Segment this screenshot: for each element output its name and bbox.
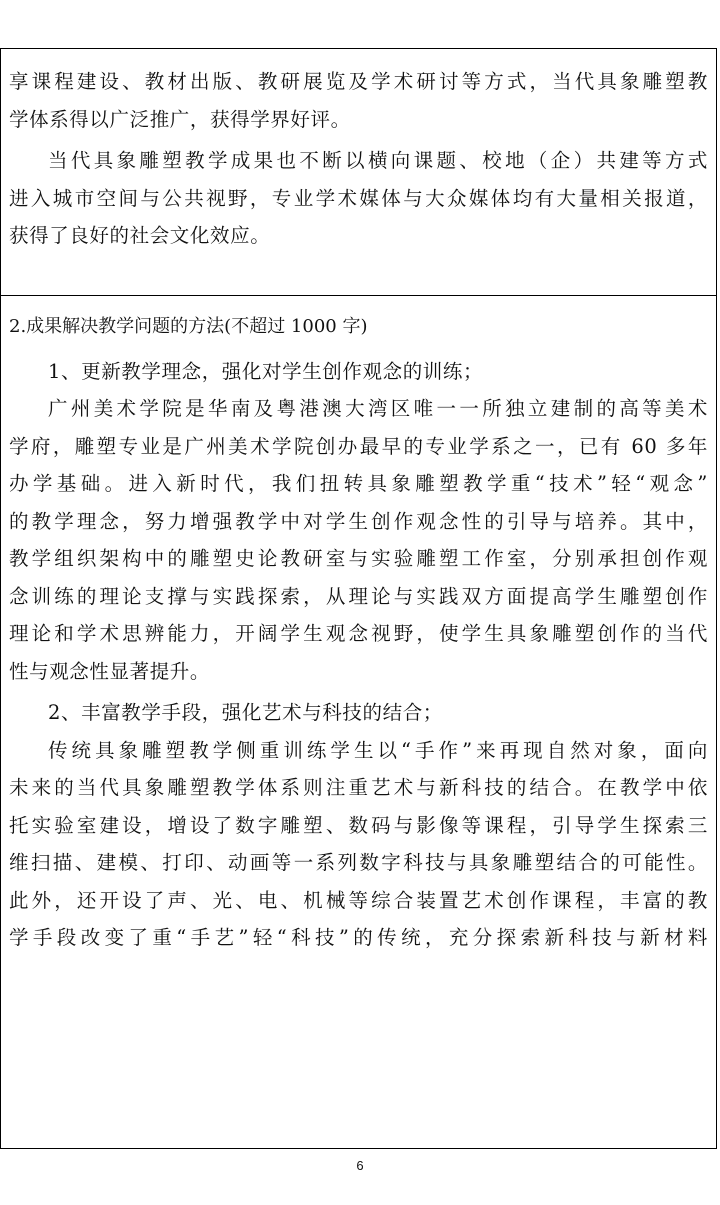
text-line: 广州美术学院是华南及粤港澳大湾区唯一一所独立建制的高等美术 xyxy=(48,397,708,420)
text-line: 获得了良好的社会文化效应。 xyxy=(9,224,271,247)
page-number: 6 xyxy=(356,1158,364,1173)
text-line: 传统具象雕塑教学侧重训练学生以“手作”来再现自然对象，面向 xyxy=(48,738,708,762)
text-line: 的教学理念，努力增强教学中对学生创作观念性的引导与培养。其中， xyxy=(9,509,708,533)
text-line: 学府，雕塑专业是广州美术学院创办最早的专业学系之一，已有 60 多年 xyxy=(9,434,708,458)
text-line: 办学基础。进入新时代，我们扭转具象雕塑教学重“技术”轻“观念” xyxy=(9,472,708,495)
text-line: 学体系得以广泛推广，获得学界好评。 xyxy=(9,107,351,131)
text-line: 进入城市空间与公共视野，专业学术媒体与大众媒体均有大量相关报道， xyxy=(9,186,708,210)
text-line: 性与观念性显著提升。 xyxy=(9,659,211,683)
paragraph-teaching-concept xyxy=(9,390,708,690)
subsection-title-2: 2、丰富教学手段，强化艺术与科技的结合； xyxy=(48,701,443,724)
subsection-title-1: 1、更新教学理念，强化对学生创作观念的训练； xyxy=(48,359,484,383)
text-line: 维扫描、建模、打印、动画等一系列数字科技与具象雕塑结合的可能性。 xyxy=(9,851,708,874)
text-line: 念训练的理论支撑与实践探索，从理论与实践双方面提高学生雕塑创作 xyxy=(9,584,708,608)
table-cell-continuation xyxy=(1,49,716,295)
text-line: 未来的当代具象雕塑教学体系则注重艺术与新科技的结合。在教学中依 xyxy=(9,776,708,799)
section-heading: 2.成果解决教学问题的方法(不超过 1000 字) xyxy=(9,316,368,337)
text-line: 托实验室建设，增设了数字雕塑、数码与影像等课程，引导学生探索三 xyxy=(9,813,708,837)
paragraph-social-effect xyxy=(9,142,708,255)
table-cell-methods xyxy=(1,295,716,1148)
text-line: 学手段改变了重“手艺”轻“科技”的传统，充分探索新科技与新材料 xyxy=(9,926,708,949)
text-line: 当代具象雕塑教学成果也不断以横向课题、校地（企）共建等方式 xyxy=(48,149,708,172)
text-line: 教学组织架构中的雕塑史论教研室与实验雕塑工作室，分别承担创作观 xyxy=(9,547,708,570)
text-line: 此外，还开设了声、光、电、机械等综合装置艺术创作课程，丰富的教 xyxy=(9,888,708,912)
text-line: 享课程建设、教材出版、教研展览及学术研讨等方式，当代具象雕塑教 xyxy=(9,70,708,93)
paragraph-promotion xyxy=(9,63,708,138)
paragraph-art-technology xyxy=(9,732,708,957)
text-line: 理论和学术思辨能力，开阔学生观念视野，使学生具象雕塑创作的当代 xyxy=(9,622,708,645)
document-table xyxy=(0,48,717,1149)
